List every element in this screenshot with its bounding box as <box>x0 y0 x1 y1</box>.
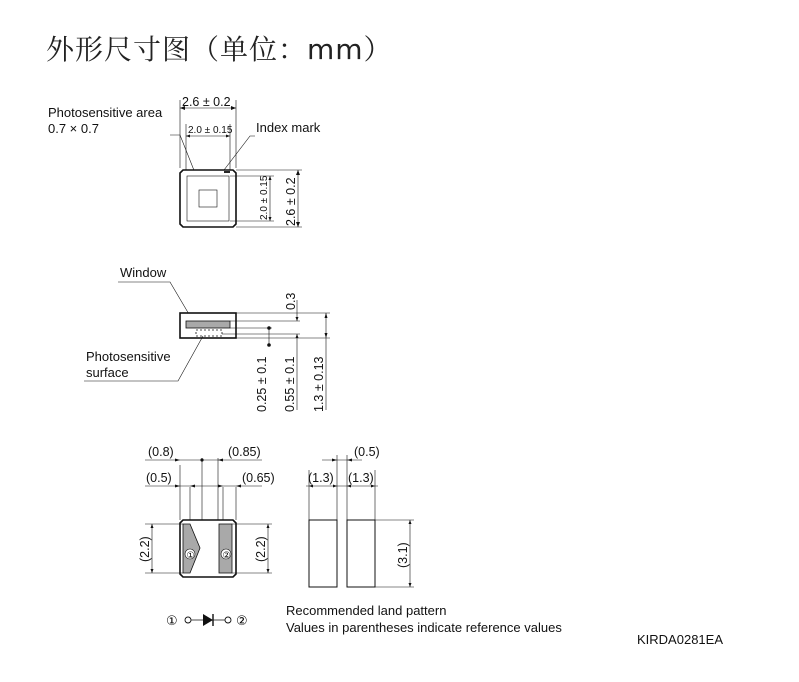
side-view <box>84 265 330 412</box>
side-dim-top: 0.3 <box>284 292 298 310</box>
photosensitive-area-label: Photosensitive area <box>48 105 163 120</box>
page-title: 外形尺寸图（单位：mm） <box>46 33 393 66</box>
symbol-pin-1: ① <box>166 614 178 629</box>
bottom-dim-085: (0.85) <box>228 445 261 459</box>
bottom-view <box>138 445 275 577</box>
land-caption-line2: Values in parentheses indicate reference values <box>286 620 562 635</box>
bottom-dim-08: (0.8) <box>148 445 174 459</box>
pad-2 <box>219 524 232 573</box>
photosensitive-area-value: 0.7 × 0.7 <box>48 121 99 136</box>
window-label: Window <box>120 265 167 280</box>
land-dim-13-left: (1.3) <box>308 471 334 485</box>
index-mark-label: Index mark <box>256 120 321 135</box>
land-dim-31: (3.1) <box>396 542 410 568</box>
pin-2-marker: ② <box>222 551 231 561</box>
side-dim-b: 0.55 ± 0.1 <box>283 356 297 412</box>
land-dim-13-right: (1.3) <box>348 471 374 485</box>
side-window <box>186 321 230 328</box>
pin-1-marker: ① <box>186 551 195 561</box>
land-caption-line1: Recommended land pattern <box>286 603 447 618</box>
drawing-code: KIRDA0281EA <box>637 632 723 647</box>
symbol-pin-2: ② <box>236 614 248 629</box>
land-pad-right <box>347 520 375 587</box>
surface-label-line2: surface <box>86 365 129 380</box>
diode-triangle <box>203 614 213 626</box>
bottom-dim-05: (0.5) <box>146 471 172 485</box>
top-height-inner-dim: 2.0 ± 0.15 <box>259 175 270 220</box>
bottom-dim-22-left: (2.2) <box>138 536 152 562</box>
top-view <box>48 95 321 227</box>
top-package-outline <box>180 170 236 227</box>
top-width-inner-dim: 2.0 ± 0.15 <box>188 125 233 136</box>
bottom-dim-065: (0.65) <box>242 471 275 485</box>
land-pad-left <box>309 520 337 587</box>
side-dim-a: 0.25 ± 0.1 <box>255 356 269 412</box>
bottom-dim-22-right: (2.2) <box>254 536 268 562</box>
diode-symbol <box>166 614 248 629</box>
top-height-outer-dim: 2.6 ± 0.2 <box>284 177 298 226</box>
top-width-outer-dim: 2.6 ± 0.2 <box>182 95 231 109</box>
index-mark-leader <box>224 136 255 170</box>
land-dim-05: (0.5) <box>354 445 380 459</box>
surface-label-line1: Photosensitive <box>86 349 171 364</box>
side-dim-c: 1.3 ± 0.13 <box>312 356 326 412</box>
land-pattern <box>286 445 562 635</box>
